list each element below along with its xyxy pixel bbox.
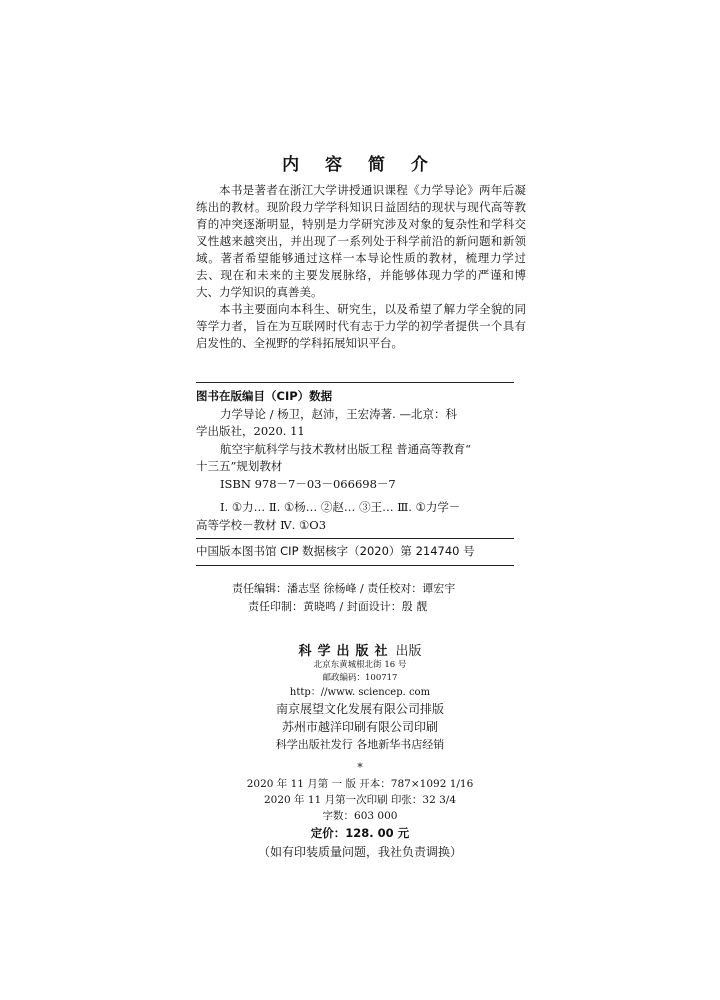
quality-note: （如有印装质量问题，我社负责调换） <box>257 845 462 859</box>
word-count: 字数：603 000 <box>322 810 398 822</box>
book-introduction <box>196 182 526 352</box>
intro-paragraph-1: 本书是著者在浙江大学讲授通识课程《力学导论》两年后凝练出的教材。现阶段力学学科知识日益固结的现状与现代高等教育的冲突逐渐明显，特别是力学研究涉及对象的复杂性和学科交叉性越来越突出，并出现了一系列处于科学前沿的新问题和新领域。著者希望能够通过这样一本导论性质的教材，梳理力学过去、现在和未来的主要发展脉络，并能够体现力学的严谨和博大、力学知识的真善美。 <box>196 183 526 299</box>
separator-star: * <box>357 761 363 774</box>
cip-classification-1: Ⅰ. ①力… Ⅱ. ①杨… ②赵… ③王… Ⅲ. ①力学－ <box>220 500 461 514</box>
cip-line-2: 学出版社，2020. 11 <box>196 424 305 438</box>
typesetter: 南京展望文化发展有限公司排版 <box>275 702 444 716</box>
printer: 苏州市越洋印刷有限公司印刷 <box>281 720 438 734</box>
divider-top <box>196 382 514 383</box>
cip-block <box>196 388 526 570</box>
publisher-name-line <box>0 640 720 659</box>
publisher-name: 科学出版社 <box>298 644 394 659</box>
publisher-address: 北京东黄城根北街 16 号 <box>313 660 407 670</box>
publisher-url: http：//www. sciencep. com <box>289 687 431 698</box>
page-title: 内 容 简 介 <box>282 155 438 175</box>
divider-bottom <box>196 565 514 566</box>
publisher-block <box>0 640 720 862</box>
credits-line-2: 责任印制：黄晓鸣 / 封面设计：殷 靓 <box>248 600 428 613</box>
credits-line-1: 责任编辑：潘志坚 徐杨峰 / 责任校对：谭宏宇 <box>232 582 456 595</box>
intro-paragraph-2: 本书主要面向本科生、研究生，以及希望了解力学全貌的同等学力者，旨在为互联网时代有志于力学的初学者提供一个具有启发性的、全视野的学科拓展知识平台。 <box>196 302 526 350</box>
distribution: 科学出版社发行 各地新华书店经销 <box>275 738 445 751</box>
cip-isbn: ISBN 978－7－03－066698－7 <box>220 476 396 491</box>
credits <box>0 580 720 616</box>
cip-heading: 图书在版编目（CIP）数据 <box>196 389 333 403</box>
cip-number: 中国版本图书馆 CIP 数据核字（2020）第 214740 号 <box>196 544 475 558</box>
cip-line-1: 力学导论 / 杨卫，赵沛，王宏涛著. —北京：科 <box>220 406 457 421</box>
publisher-suffix: 出版 <box>395 644 422 659</box>
edition-info: 2020 年 11 月第 一 版 开本：787×1092 1/16 <box>246 778 474 790</box>
publisher-postcode: 邮政编码：100717 <box>322 673 398 683</box>
printing-info: 2020 年 11 月第一次印刷 印张：32 3/4 <box>263 794 457 806</box>
cip-line-3: 航空宇航科学与技术教材出版工程 普通高等教育“ <box>220 441 472 456</box>
price: 定价：128. 00 元 <box>310 826 410 840</box>
divider-cip <box>196 538 514 539</box>
cip-line-4: 十三五”规划教材 <box>196 459 283 473</box>
cip-classification-2: 高等学校－教材 Ⅳ. ①O3 <box>196 517 327 532</box>
